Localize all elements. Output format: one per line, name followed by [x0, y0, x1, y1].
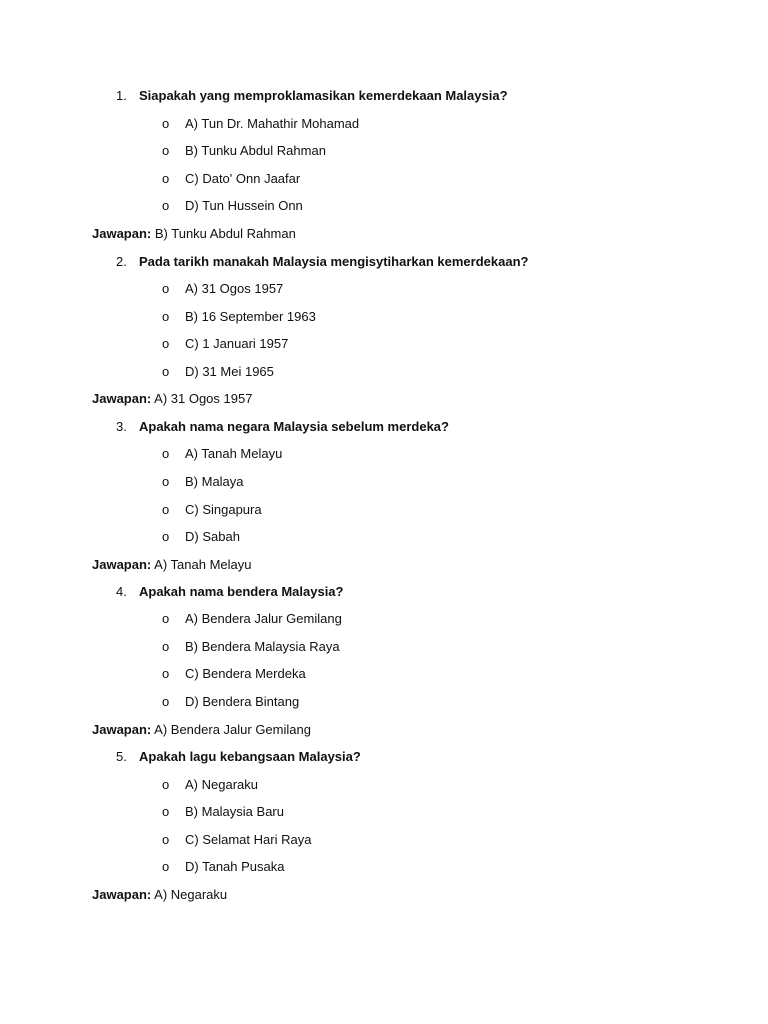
answer-text: A) 31 Ogos 1957 — [154, 391, 253, 406]
bullet-icon: o — [162, 364, 170, 379]
option-text: C) Selamat Hari Raya — [185, 832, 312, 847]
bullet-icon: o — [162, 198, 170, 213]
answer-text: A) Bendera Jalur Gemilang — [154, 722, 311, 737]
question-number: 4. — [116, 584, 127, 599]
answer-label: Jawapan: — [92, 391, 152, 406]
option-text: B) Malaysia Baru — [185, 804, 284, 819]
option-text: A) Bendera Jalur Gemilang — [185, 611, 342, 626]
option-text: B) Tunku Abdul Rahman — [185, 143, 326, 158]
option-text: D) Tun Hussein Onn — [185, 198, 303, 213]
answer-line — [92, 226, 296, 242]
bullet-icon: o — [162, 116, 170, 131]
option-text: C) 1 Januari 1957 — [185, 336, 289, 351]
bullet-icon: o — [162, 777, 170, 792]
option-text: B) 16 September 1963 — [185, 309, 316, 324]
question-text: Siapakah yang memproklamasikan kemerdekaan Malaysia? — [139, 88, 508, 103]
answer-line — [92, 722, 311, 738]
bullet-icon: o — [162, 611, 170, 626]
answer-line — [92, 887, 227, 903]
answer-label: Jawapan: — [92, 226, 152, 241]
answer-label: Jawapan: — [92, 722, 152, 737]
question-number: 2. — [116, 254, 127, 269]
option-text: C) Bendera Merdeka — [185, 666, 306, 681]
bullet-icon: o — [162, 171, 170, 186]
question-text: Apakah nama bendera Malaysia? — [139, 584, 344, 599]
option-text: D) Sabah — [185, 529, 240, 544]
option-text: A) Negaraku — [185, 777, 258, 792]
bullet-icon: o — [162, 336, 170, 351]
option-text: C) Dato' Onn Jaafar — [185, 171, 301, 186]
option-text: D) Bendera Bintang — [185, 694, 300, 709]
bullet-icon: o — [162, 804, 170, 819]
answer-line — [92, 391, 252, 407]
question-text: Apakah lagu kebangsaan Malaysia? — [139, 749, 361, 764]
answer-text: B) Tunku Abdul Rahman — [154, 226, 296, 241]
bullet-icon: o — [162, 309, 170, 324]
bullet-icon: o — [162, 143, 170, 158]
bullet-icon: o — [162, 281, 170, 296]
bullet-icon: o — [162, 474, 170, 489]
option-text: D) 31 Mei 1965 — [185, 364, 274, 379]
question-text: Apakah nama negara Malaysia sebelum merdeka? — [139, 419, 449, 434]
answer-text: A) Negaraku — [154, 887, 228, 902]
option-text: B) Bendera Malaysia Raya — [185, 639, 340, 654]
bullet-icon: o — [162, 859, 170, 874]
option-text: A) Tanah Melayu — [185, 446, 283, 461]
option-text: A) Tun Dr. Mahathir Mohamad — [185, 116, 360, 131]
option-text: B) Malaya — [185, 474, 244, 489]
answer-label: Jawapan: — [92, 557, 152, 572]
question-number: 3. — [116, 419, 127, 434]
question-number: 1. — [116, 88, 127, 103]
answer-text: A) Tanah Melayu — [154, 557, 252, 572]
answer-label: Jawapan: — [92, 887, 152, 902]
option-text: C) Singapura — [185, 502, 262, 517]
bullet-icon: o — [162, 446, 170, 461]
answer-line — [92, 557, 251, 573]
question-number: 5. — [116, 749, 127, 764]
bullet-icon: o — [162, 666, 170, 681]
option-text: A) 31 Ogos 1957 — [185, 281, 284, 296]
bullet-icon: o — [162, 529, 170, 544]
bullet-icon: o — [162, 832, 170, 847]
bullet-icon: o — [162, 694, 170, 709]
bullet-icon: o — [162, 639, 170, 654]
bullet-icon: o — [162, 502, 170, 517]
question-text: Pada tarikh manakah Malaysia mengisytiharkan kemerdekaan? — [139, 254, 529, 269]
option-text: D) Tanah Pusaka — [185, 859, 285, 874]
